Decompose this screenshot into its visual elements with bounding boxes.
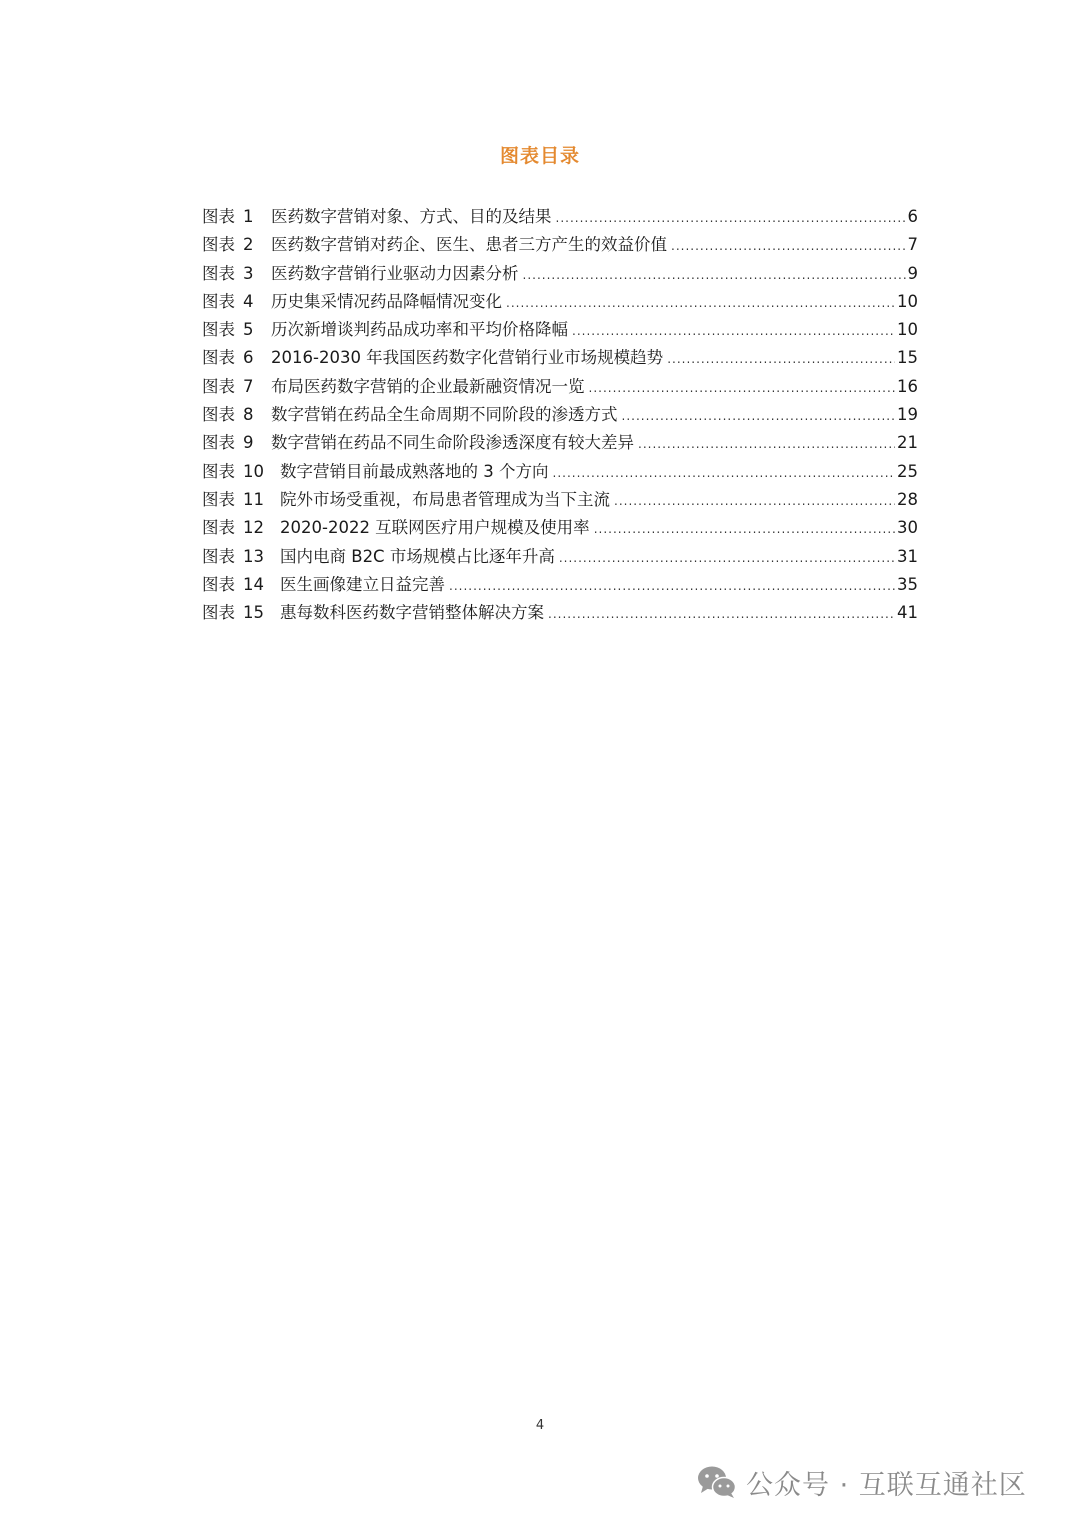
toc-entry-prefix: 图表 [202,603,235,623]
toc-leader-dots [622,402,896,430]
page-number: 4 [535,1418,545,1433]
toc-entry[interactable] [202,344,918,372]
toc-entry-number: 12 [243,518,264,538]
toc-entry[interactable] [202,543,918,571]
toc-leader-dots [523,261,906,289]
toc-entry-number: 5 [243,320,254,340]
toc-entry-number: 1 [243,207,254,226]
toc-entry-number: 10 [243,461,264,481]
toc-entry[interactable] [202,429,918,457]
toc-leader-dots [671,232,906,260]
toc-entry-page: 16 [897,376,918,396]
toc-entry-prefix: 图表 [202,291,235,311]
toc-entry-title: 数字营销在药品不同生命阶段渗透深度有较大差异 [271,433,634,453]
toc-entry[interactable] [202,373,918,401]
toc-entry-title: 数字营销目前最成熟落地的 3 个方向 [280,461,549,481]
toc-entry-number: 13 [243,546,264,566]
toc-entry-title: 数字营销在药品全生命周期不同阶段的渗透方式 [271,405,618,425]
toc-entry-title: 历史集采情况药品降幅情况变化 [271,291,502,311]
toc-entry-prefix: 图表 [202,207,235,226]
toc-leader-dots [559,544,895,572]
toc-entry-prefix: 图表 [202,433,235,453]
toc-entry-prefix: 图表 [202,574,235,594]
toc-entry-page: 28 [897,489,918,509]
toc-entry[interactable] [202,401,918,429]
toc-leader-dots [449,572,895,600]
toc-entry-title: 医药数字营销行业驱动力因素分析 [271,263,519,283]
toc-entry-prefix: 图表 [202,263,235,283]
toc-entry-title: 医药数字营销对药企、医生、患者三方产生的效益价值 [271,235,667,255]
toc-leader-dots [667,345,895,373]
toc-leader-dots [553,459,896,487]
toc-leader-dots [589,374,896,402]
toc-entry[interactable] [202,288,918,316]
toc-entry-number: 3 [243,263,254,283]
toc-leader-dots [572,317,895,345]
toc-entry[interactable] [202,458,918,486]
toc-entry[interactable] [202,231,918,259]
toc-entry-page: 19 [897,405,918,425]
toc-entry[interactable] [202,571,918,599]
toc-entry-page: 10 [897,320,918,340]
watermark [696,1462,1027,1502]
toc-entry-title: 医生画像建立日益完善 [280,574,445,594]
toc-entry-page: 31 [897,546,918,566]
toc-entry-page: 25 [897,461,918,481]
toc-entry-page: 30 [897,518,918,538]
toc-list [202,203,918,627]
toc-entry-page: 6 [907,207,918,226]
toc-leader-dots [638,430,895,458]
toc-entry-title: 医药数字营销对象、方式、目的及结果 [271,207,552,226]
toc-entry-title: 历次新增谈判药品成功率和平均价格降幅 [271,320,568,340]
toc-entry-page: 9 [907,263,918,283]
toc-leader-dots [556,204,906,232]
toc-entry-number: 14 [243,574,264,594]
toc-entry-prefix: 图表 [202,320,235,340]
toc-entry-title: 布局医药数字营销的企业最新融资情况一览 [271,376,585,396]
toc-entry-title: 国内电商 B2C 市场规模占比逐年升高 [280,546,555,566]
toc-entry[interactable] [202,486,918,514]
toc-entry-number: 2 [243,235,254,255]
toc-entry[interactable] [202,203,918,231]
toc-entry-title: 院外市场受重视，布局患者管理成为当下主流 [280,489,610,509]
toc-entry-prefix: 图表 [202,348,235,368]
toc-entry-prefix: 图表 [202,546,235,566]
toc-entry-number: 9 [243,433,254,453]
toc-entry-prefix: 图表 [202,376,235,396]
toc-entry-title: 2020-2022 互联网医疗用户规模及使用率 [280,518,590,538]
toc-entry-title: 惠每数科医药数字营销整体解决方案 [280,603,544,623]
toc-entry-prefix: 图表 [202,461,235,481]
wechat-icon [696,1464,738,1500]
toc-entry-number: 6 [243,348,254,368]
toc-entry-page: 15 [897,348,918,368]
toc-leader-dots [594,515,895,543]
toc-entry[interactable] [202,514,918,542]
watermark-text: 公众号 · 互联互通社区 [746,1469,1027,1501]
page-title: 图表目录 [499,145,580,167]
toc-entry[interactable] [202,599,918,627]
toc-entry-number: 7 [243,376,254,396]
toc-leader-dots [548,600,895,628]
toc-leader-dots [506,289,895,317]
toc-entry-page: 41 [897,603,918,623]
toc-entry-prefix: 图表 [202,489,235,509]
toc-entry-page: 35 [897,574,918,594]
toc-entry-page: 10 [897,291,918,311]
toc-entry-number: 15 [243,603,264,623]
toc-entry[interactable] [202,260,918,288]
toc-leader-dots [614,487,895,515]
toc-entry[interactable] [202,316,918,344]
toc-entry-prefix: 图表 [202,405,235,425]
toc-entry-page: 21 [897,433,918,453]
toc-entry-number: 4 [243,291,254,311]
toc-entry-page: 7 [907,235,918,255]
toc-entry-title: 2016-2030 年我国医药数字化营销行业市场规模趋势 [271,348,664,368]
toc-entry-prefix: 图表 [202,235,235,255]
toc-entry-prefix: 图表 [202,518,235,538]
toc-entry-number: 8 [243,405,254,425]
toc-entry-number: 11 [243,489,264,509]
